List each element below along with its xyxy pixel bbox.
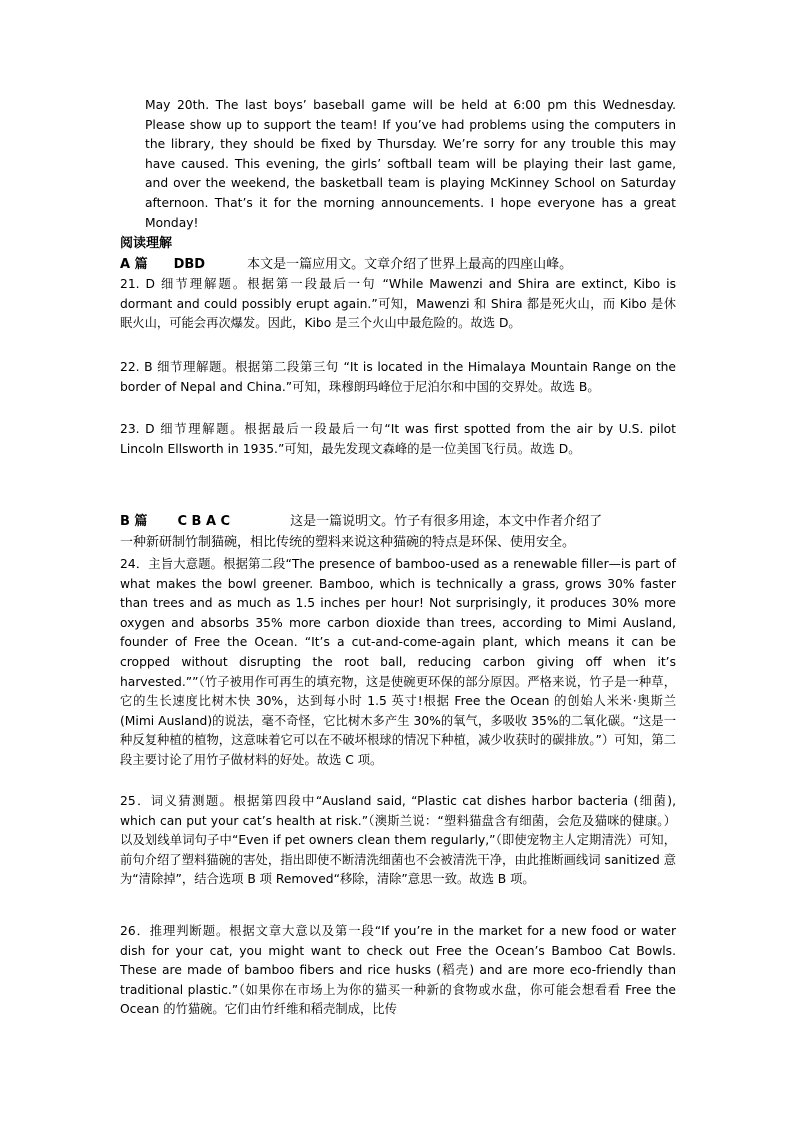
question-23-explanation: 23. D 细节理解题。根据最后一段最后一句“It was first spotted from the air by U.S. pilot Lincoln Ellsworth in 1935.”可知，最先发现文森峰的是一位美国飞行员。故选 D。 — [120, 422, 676, 456]
reading-comprehension-heading: 阅读理解 — [120, 236, 173, 251]
section-a-answers: DBD — [173, 257, 206, 272]
section-b-header — [120, 512, 602, 532]
section-a-summary: 本文是一篇应用文。文章介绍了世界上最高的四座山峰。 — [247, 257, 573, 272]
section-b-answers: C B A C — [177, 514, 231, 529]
question-22-explanation: 22. B 细节理解题。根据第二段第三句 “It is located in the Himalaya Mountain Range on the border of Nepal and China.”可知，珠穆朗玛峰位于尼泊尔和中国的交界处。故选 B。 — [120, 360, 676, 394]
section-a-header — [120, 255, 572, 275]
question-26-explanation: 26．推理判断题。根据文章大意以及第一段“If you’re in the market for a new food or water dish for your cat, you might want to check out Free the Ocean’s Bamboo Cat Bowls. These are made of bamboo fibers and rice husks (稻壳) and are more eco-friendly than traditional plastic.”（如果你在市场上为你的猫买一种新的食物或水盘，你可能会想看看 Free the Ocean 的竹猫碗。它们由竹纤维和稻壳制成，比传 — [120, 924, 676, 1017]
section-b-summary-line2: 一种新研制竹制猫碗，相比传统的塑料来说这种猫碗的特点是环保、使用安全。 — [120, 535, 576, 550]
announcement-paragraph: May 20th. The last boys’ baseball game will be held at 6:00 pm this Wednesday. Please show up to support the team! If you’ve had problems using the computers in the library, they should be fixed by Thursday. We’re sorry for any trouble this may have caused. This evening, the girls’ softball team will be playing their last game, and over the weekend, the basketball team is playing McKinney School on Saturday afternoon. That’s it for the morning announcements. I hope everyone has a great Monday! — [145, 98, 676, 230]
section-a-label: A 篇 — [120, 257, 148, 272]
question-25-explanation: 25．词义猜测题。根据第四段中“Ausland said, “Plastic cat dishes harbor bacteria (细菌), which can put your cat’s health at risk.”（澳斯兰说：“塑料猫盘含有细菌，会危及猫咪的健康。）以及划线单词句子中“Even if pet owners clean them regularly,”（即使宠物主人定期清洗）可知，前句介绍了塑料猫碗的害处，指出即使不断清洗细菌也不会被清洗干净，由此推断画线词 sanitized 意为“清除掉”，结合选项 B 项 Removed“移除，清除”意思一致。故选 B 项。 — [120, 794, 676, 887]
section-b-summary-line1: 这是一篇说明文。竹子有很多用途，本文中作者介绍了 — [290, 514, 603, 529]
question-21-explanation: 21. D 细节理解题。根据第一段最后一句 “While Mawenzi and Shira are extinct, Kibo is dormant and could possibly erupt again.”可知，Mawenzi 和 Shira 都是死火山，而 Kibo 是休眠火山，可能会再次爆发。因此，Kibo 是三个火山中最危险的。故选 D。 — [120, 277, 676, 331]
question-24-explanation: 24．主旨大意题。根据第二段“The presence of bamboo-used as a renewable filler—is part of what makes the bowl greener. Bamboo, which is technically a grass, grows 30% faster than trees and as much as 1.5 inches per hour! Not surprisingly, it produces 30% more oxygen and absorbs 35% more carbon dioxide than trees, according to Mimi Ausland, founder of Free the Ocean. “It’s a cut-and-come-again plant, which means it can be cropped without disrupting the root ball, reducing carbon giving off when it’s harvested.””（竹子被用作可再生的填充物，这是使碗更环保的部分原因。严格来说，竹子是一种草，它的生长速度比树木快 30%，达到每小时 1.5 英寸!根据 Free the Ocean 的创始人米米·奥斯兰(Mimi Ausland)的说法，毫不奇怪，它比树木多产生 30%的氧气，多吸收 35%的二氧化碳。“这是一种反复种植的植物，这意味着它可以在不破坏根球的情况下种植，减少收获时的碳排放。”）可知，第二段主要讨论了用竹子做材料的好处。故选 C 项。 — [120, 557, 676, 767]
section-b-label: B 篇 — [120, 514, 148, 529]
